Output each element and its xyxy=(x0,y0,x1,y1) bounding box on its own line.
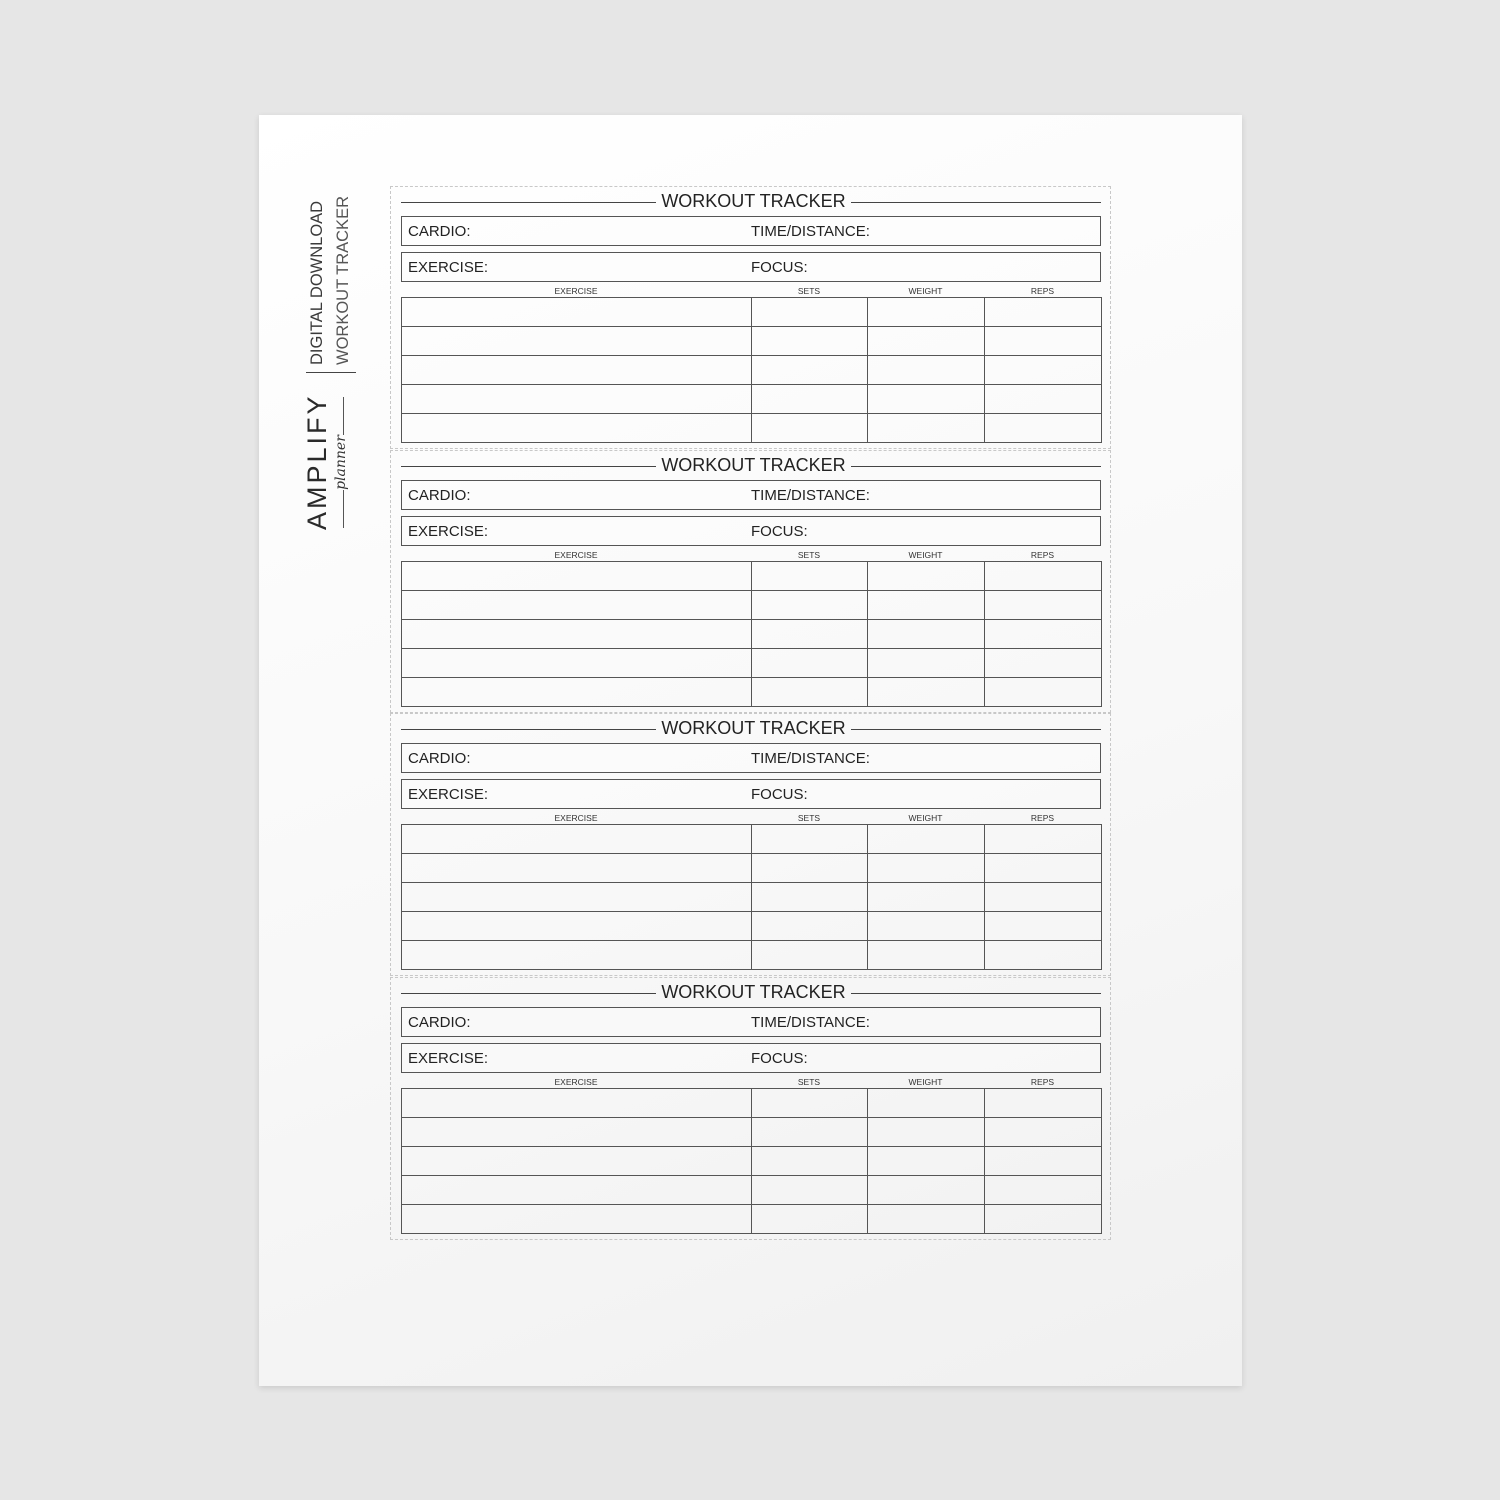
table-row xyxy=(402,298,1102,327)
title-rule-right xyxy=(851,466,1101,467)
exercise-cell[interactable] xyxy=(402,298,752,327)
exercise-cell[interactable] xyxy=(402,591,752,620)
exercise-field[interactable] xyxy=(401,779,1101,809)
weight-cell[interactable] xyxy=(868,854,985,883)
col-header-weight: WEIGHT xyxy=(908,1077,943,1087)
col-header-reps: REPS xyxy=(1030,813,1055,823)
title-rule-left xyxy=(401,729,656,730)
sets-cell[interactable] xyxy=(752,385,868,414)
reps-cell[interactable] xyxy=(985,298,1102,327)
table-row xyxy=(402,1118,1102,1147)
reps-cell[interactable] xyxy=(985,414,1102,443)
reps-cell[interactable] xyxy=(985,883,1102,912)
col-header-exercise: EXERCISE xyxy=(554,813,598,823)
weight-cell[interactable] xyxy=(868,1089,985,1118)
exercise-cell[interactable] xyxy=(402,883,752,912)
exercise-cell[interactable] xyxy=(402,678,752,707)
sets-cell[interactable] xyxy=(752,883,868,912)
sets-cell[interactable] xyxy=(752,1205,868,1234)
weight-cell[interactable] xyxy=(868,356,985,385)
exercise-log-table xyxy=(401,561,1102,707)
weight-cell[interactable] xyxy=(868,562,985,591)
cardio-label: CARDIO: xyxy=(408,750,471,767)
brand-divider xyxy=(306,372,356,373)
table-row xyxy=(402,825,1102,854)
table-row xyxy=(402,562,1102,591)
time-distance-label: TIME/DISTANCE: xyxy=(751,223,870,240)
weight-cell[interactable] xyxy=(868,591,985,620)
weight-cell[interactable] xyxy=(868,1147,985,1176)
table-row xyxy=(402,1176,1102,1205)
col-header-weight: WEIGHT xyxy=(908,550,943,560)
weight-cell[interactable] xyxy=(868,883,985,912)
focus-label: FOCUS: xyxy=(751,786,808,803)
sets-cell[interactable] xyxy=(752,562,868,591)
exercise-cell[interactable] xyxy=(402,562,752,591)
exercise-cell[interactable] xyxy=(402,620,752,649)
exercise-cell[interactable] xyxy=(402,327,752,356)
table-row xyxy=(402,327,1102,356)
weight-cell[interactable] xyxy=(868,1205,985,1234)
workout-tracker-section-4 xyxy=(390,977,1111,1240)
workout-tracker-section-3 xyxy=(390,713,1111,976)
weight-cell[interactable] xyxy=(868,1118,985,1147)
sets-cell[interactable] xyxy=(752,912,868,941)
col-header-reps: REPS xyxy=(1030,550,1055,560)
tagline-line-1: DIGITAL DOWNLOAD xyxy=(308,200,326,365)
sets-cell[interactable] xyxy=(752,941,868,970)
time-distance-label: TIME/DISTANCE: xyxy=(751,1014,870,1031)
sets-cell[interactable] xyxy=(752,298,868,327)
exercise-field[interactable] xyxy=(401,1043,1101,1073)
table-row xyxy=(402,414,1102,443)
exercise-cell[interactable] xyxy=(402,385,752,414)
section-title-text: WORKOUT TRACKER xyxy=(661,191,846,211)
table-row xyxy=(402,1089,1102,1118)
section-title xyxy=(401,189,1101,213)
workout-tracker-section-1 xyxy=(390,186,1111,449)
exercise-label: EXERCISE: xyxy=(408,1050,489,1067)
sets-cell[interactable] xyxy=(752,620,868,649)
cardio-field[interactable] xyxy=(401,216,1101,246)
title-rule-left xyxy=(401,466,656,467)
reps-cell[interactable] xyxy=(985,854,1102,883)
table-row xyxy=(402,591,1102,620)
weight-cell[interactable] xyxy=(868,912,985,941)
exercise-label: EXERCISE: xyxy=(408,786,489,803)
table-row xyxy=(402,356,1102,385)
exercise-label: EXERCISE: xyxy=(408,259,489,276)
sets-cell[interactable] xyxy=(752,1147,868,1176)
col-header-exercise: EXERCISE xyxy=(554,286,598,296)
focus-label: FOCUS: xyxy=(751,523,808,540)
exercise-field[interactable] xyxy=(401,252,1101,282)
exercise-cell[interactable] xyxy=(402,356,752,385)
table-row xyxy=(402,385,1102,414)
cardio-field[interactable] xyxy=(401,1007,1101,1037)
table-row xyxy=(402,1147,1102,1176)
title-rule-left xyxy=(401,993,656,994)
exercise-cell[interactable] xyxy=(402,941,752,970)
table-row xyxy=(402,941,1102,970)
cardio-label: CARDIO: xyxy=(408,1014,471,1031)
section-title xyxy=(401,980,1101,1004)
reps-cell[interactable] xyxy=(985,649,1102,678)
table-row xyxy=(402,883,1102,912)
section-title xyxy=(401,453,1101,477)
weight-cell[interactable] xyxy=(868,1176,985,1205)
weight-cell[interactable] xyxy=(868,385,985,414)
reps-cell[interactable] xyxy=(985,1205,1102,1234)
col-header-exercise: EXERCISE xyxy=(554,1077,598,1087)
col-header-sets: SETS xyxy=(797,1077,821,1087)
reps-cell[interactable] xyxy=(985,941,1102,970)
exercise-field[interactable] xyxy=(401,516,1101,546)
reps-cell[interactable] xyxy=(985,327,1102,356)
table-row xyxy=(402,649,1102,678)
exercise-cell[interactable] xyxy=(402,1147,752,1176)
reps-cell[interactable] xyxy=(985,356,1102,385)
exercise-cell[interactable] xyxy=(402,1176,752,1205)
sets-cell[interactable] xyxy=(752,327,868,356)
logo-main-text: AMPLIFY xyxy=(302,393,332,530)
title-rule-right xyxy=(851,202,1101,203)
weight-cell[interactable] xyxy=(868,825,985,854)
cardio-label: CARDIO: xyxy=(408,223,471,240)
table-row xyxy=(402,1205,1102,1234)
col-header-sets: SETS xyxy=(797,813,821,823)
reps-cell[interactable] xyxy=(985,591,1102,620)
table-row xyxy=(402,854,1102,883)
sets-cell[interactable] xyxy=(752,1176,868,1205)
col-header-reps: REPS xyxy=(1030,1077,1055,1087)
weight-cell[interactable] xyxy=(868,620,985,649)
focus-label: FOCUS: xyxy=(751,1050,808,1067)
exercise-log-table xyxy=(401,1088,1102,1234)
time-distance-label: TIME/DISTANCE: xyxy=(751,487,870,504)
cardio-field[interactable] xyxy=(401,480,1101,510)
title-rule-right xyxy=(851,729,1101,730)
reps-cell[interactable] xyxy=(985,1118,1102,1147)
exercise-cell[interactable] xyxy=(402,414,752,443)
sets-cell[interactable] xyxy=(752,356,868,385)
weight-cell[interactable] xyxy=(868,649,985,678)
cardio-label: CARDIO: xyxy=(408,487,471,504)
sets-cell[interactable] xyxy=(752,1118,868,1147)
exercise-log-table xyxy=(401,824,1102,970)
title-rule-right xyxy=(851,993,1101,994)
reps-cell[interactable] xyxy=(985,678,1102,707)
sets-cell[interactable] xyxy=(752,825,868,854)
exercise-cell[interactable] xyxy=(402,649,752,678)
reps-cell[interactable] xyxy=(985,385,1102,414)
logo-rule-right xyxy=(343,397,344,435)
exercise-cell[interactable] xyxy=(402,825,752,854)
weight-cell[interactable] xyxy=(868,941,985,970)
col-header-weight: WEIGHT xyxy=(908,813,943,823)
weight-cell[interactable] xyxy=(868,327,985,356)
reps-cell[interactable] xyxy=(985,1176,1102,1205)
exercise-cell[interactable] xyxy=(402,854,752,883)
cardio-field[interactable] xyxy=(401,743,1101,773)
reps-cell[interactable] xyxy=(985,620,1102,649)
col-header-exercise: EXERCISE xyxy=(554,550,598,560)
brand-tagline xyxy=(304,180,356,365)
exercise-cell[interactable] xyxy=(402,1205,752,1234)
sets-cell[interactable] xyxy=(752,1089,868,1118)
sets-cell[interactable] xyxy=(752,591,868,620)
exercise-cell[interactable] xyxy=(402,912,752,941)
sets-cell[interactable] xyxy=(752,678,868,707)
title-rule-left xyxy=(401,202,656,203)
workout-tracker-section-2 xyxy=(390,450,1111,713)
col-header-weight: WEIGHT xyxy=(908,286,943,296)
tagline-line-2: WORKOUT TRACKER xyxy=(334,196,352,365)
sets-cell[interactable] xyxy=(752,414,868,443)
reps-cell[interactable] xyxy=(985,912,1102,941)
weight-cell[interactable] xyxy=(868,678,985,707)
exercise-log-table xyxy=(401,297,1102,443)
sets-cell[interactable] xyxy=(752,854,868,883)
col-header-sets: SETS xyxy=(797,550,821,560)
reps-cell[interactable] xyxy=(985,1147,1102,1176)
table-row xyxy=(402,912,1102,941)
focus-label: FOCUS: xyxy=(751,259,808,276)
sets-cell[interactable] xyxy=(752,649,868,678)
table-row xyxy=(402,678,1102,707)
brand-block xyxy=(300,185,360,530)
time-distance-label: TIME/DISTANCE: xyxy=(751,750,870,767)
exercise-cell[interactable] xyxy=(402,1089,752,1118)
col-header-sets: SETS xyxy=(797,286,821,296)
col-header-reps: REPS xyxy=(1030,286,1055,296)
weight-cell[interactable] xyxy=(868,298,985,327)
weight-cell[interactable] xyxy=(868,414,985,443)
reps-cell[interactable] xyxy=(985,825,1102,854)
logo xyxy=(300,395,360,530)
reps-cell[interactable] xyxy=(985,562,1102,591)
section-title xyxy=(401,716,1101,740)
exercise-cell[interactable] xyxy=(402,1118,752,1147)
section-title-text: WORKOUT TRACKER xyxy=(661,718,846,738)
logo-sub-text: planner xyxy=(333,435,349,490)
exercise-label: EXERCISE: xyxy=(408,523,489,540)
table-row xyxy=(402,620,1102,649)
reps-cell[interactable] xyxy=(985,1089,1102,1118)
section-title-text: WORKOUT TRACKER xyxy=(661,982,846,1002)
section-title-text: WORKOUT TRACKER xyxy=(661,455,846,475)
